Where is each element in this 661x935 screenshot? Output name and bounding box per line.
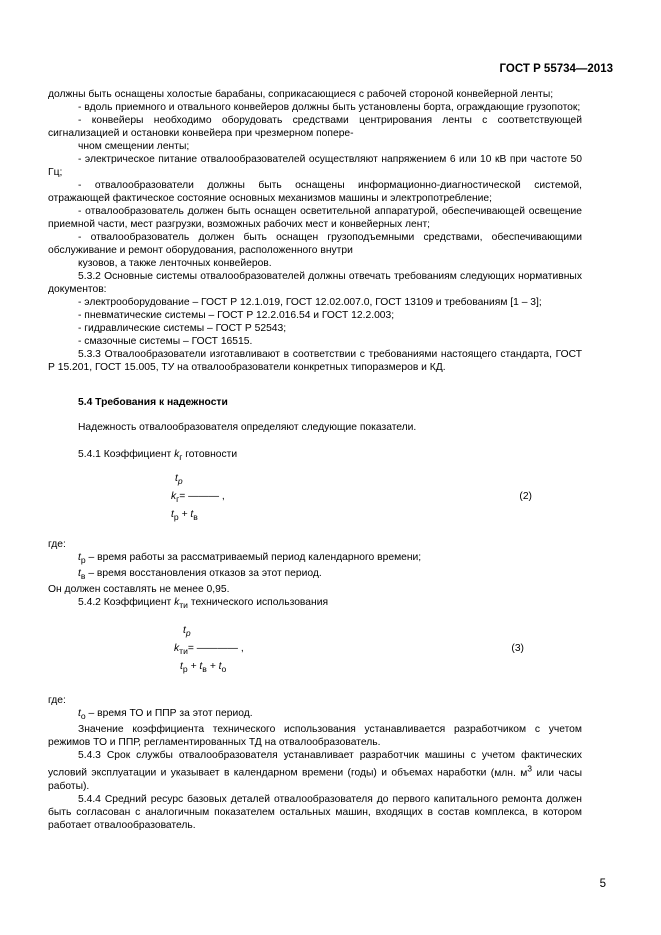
clause-5-4-1 xyxy=(48,448,582,464)
list-item: - гидравлические системы – ГОСТ Р 52543; xyxy=(78,323,287,334)
list-item: - электрическое питание отвалообразователей осуществляют напряжением 6 или 10 кВ при частоте 50 Гц; xyxy=(48,154,582,178)
formula-numerator: $t_р$ xyxy=(175,473,183,487)
list-item: - отвалообразователи должны быть оснащены информационно-диагностической системой, отражающей фактическое состояние основных механизмов машины и электропотребление; xyxy=(48,180,582,204)
clause-5-4-4: 5.4.4 Средний ресурс базовых деталей отвалообразователя до первого капитального ремонта должен быть согласован с аналогичным показателем остальных машин, входящих в состав комплекса, в котором работает отвалообразователь. xyxy=(48,793,582,831)
paragraph: Надежность отвалообразователя определяют следующие показатели. xyxy=(78,422,417,433)
document-code: ГОСТ Р 55734—2013 xyxy=(499,63,613,75)
clause-5-3-3: 5.3.3 Отвалообразователи изготавливают в соответствии с требованиями настоящего стандарта, ГОСТ Р 15.201, ГОСТ 15.005, ТУ на отвалообразователи конкретных типоразмеров и КД. xyxy=(48,349,582,373)
definition: $t_р$ – время работы за рассматриваемый период календарного времени; xyxy=(78,552,422,566)
clause-5-3-2: 5.3.2 Основные системы отвалообразователей должны отвечать требованиям следующих нормативных документов: xyxy=(48,271,582,295)
where-label: где: xyxy=(48,539,66,551)
formula-denominator: $t_р + t_в + t_о$ xyxy=(180,661,227,675)
symbol: k xyxy=(174,597,180,609)
units-note: (млн. $м^3$ или часы работы). xyxy=(48,763,582,792)
paragraph: Он должен составлять не менее 0,95. xyxy=(48,584,230,596)
symbol-sub: ти xyxy=(179,600,188,611)
where-label: где: xyxy=(48,695,66,707)
formula-lhs: $k_{ти}=$ ———— , xyxy=(174,643,244,657)
formula-lhs: $k_г=$ ——— , xyxy=(171,491,225,505)
clause-text: 5.4.1 Коэффициент xyxy=(78,449,172,460)
clause-tail: технического использования xyxy=(190,597,329,609)
paragraph: кузовов, а также ленточных конвейеров. xyxy=(78,258,272,269)
clause-text: 5.4.2 Коэффициент xyxy=(78,597,172,609)
formula-numerator: $t_р$ xyxy=(183,625,191,639)
paragraph: Значение коэффициента технического использования устанавливается разработчиком с учетом режимов ТО и ППР, регламентированных ТД на отвалообразователь. xyxy=(48,724,582,749)
list-item: - пневматические системы – ГОСТ Р 12.2.016.54 и ГОСТ 12.2.003; xyxy=(78,310,395,321)
page-number: 5 xyxy=(599,878,606,890)
definition: $t_о$ – время ТО и ППР за этот период. xyxy=(78,708,253,722)
formula-denominator: $t_р + t_в$ xyxy=(171,509,198,523)
equation-number: (3) xyxy=(511,643,524,655)
symbol: k xyxy=(174,449,180,460)
symbol-sub: г xyxy=(179,452,183,463)
formula-3 xyxy=(48,624,582,680)
list-item: - отвалообразователь должен быть оснащен осветительной аппаратурой, обеспечивающей освещение приемной части, мест разгрузки, возможных рабочих мест и конвейерных лент; xyxy=(48,206,582,230)
section-title: 5.4 Требования к надежности xyxy=(78,397,228,408)
equation-number: (2) xyxy=(519,491,532,503)
page-body xyxy=(48,88,582,832)
list-item: - отвалообразователь должен быть оснащен грузоподъемными средствами, обеспечивающими обслуживание и ремонт оборудования, расположенного внутри xyxy=(48,232,582,256)
definition: $t_в$ – время восстановления отказов за этот период. xyxy=(78,568,322,582)
list-item: - электрооборудование – ГОСТ Р 12.1.019, ГОСТ 12.02.007.0, ГОСТ 13109 и требованиям [1 – 3]; xyxy=(78,297,542,308)
clause-5-4-3: 5.4.3 Срок службы отвалообразователя устанавливает разработчик машины с учетом фактических условий эксплуатации и указывает в календарном времени (годы) и объемах наработки (млн. $м^3$ или часы работы). xyxy=(48,750,582,792)
list-item: - смазочные системы – ГОСТ 16515. xyxy=(78,336,253,347)
clause-5-4-2 xyxy=(48,596,582,612)
list-item: - конвейеры необходимо оборудовать средствами центрирования ленты с соответствующей сигнализацией и остановки конвейера при чрезмерном попере- xyxy=(48,115,582,139)
paragraph: должны быть оснащены холостые барабаны, соприкасающиеся с рабочей стороной конвейерной ленты; xyxy=(48,89,554,100)
list-item: - вдоль приемного и отвального конвейеров должны быть установлены борта, ограждающие грузопоток; xyxy=(78,102,581,113)
clause-tail: готовности xyxy=(185,449,238,460)
formula-2 xyxy=(48,472,582,528)
paragraph: чном смещении ленты; xyxy=(78,141,190,152)
